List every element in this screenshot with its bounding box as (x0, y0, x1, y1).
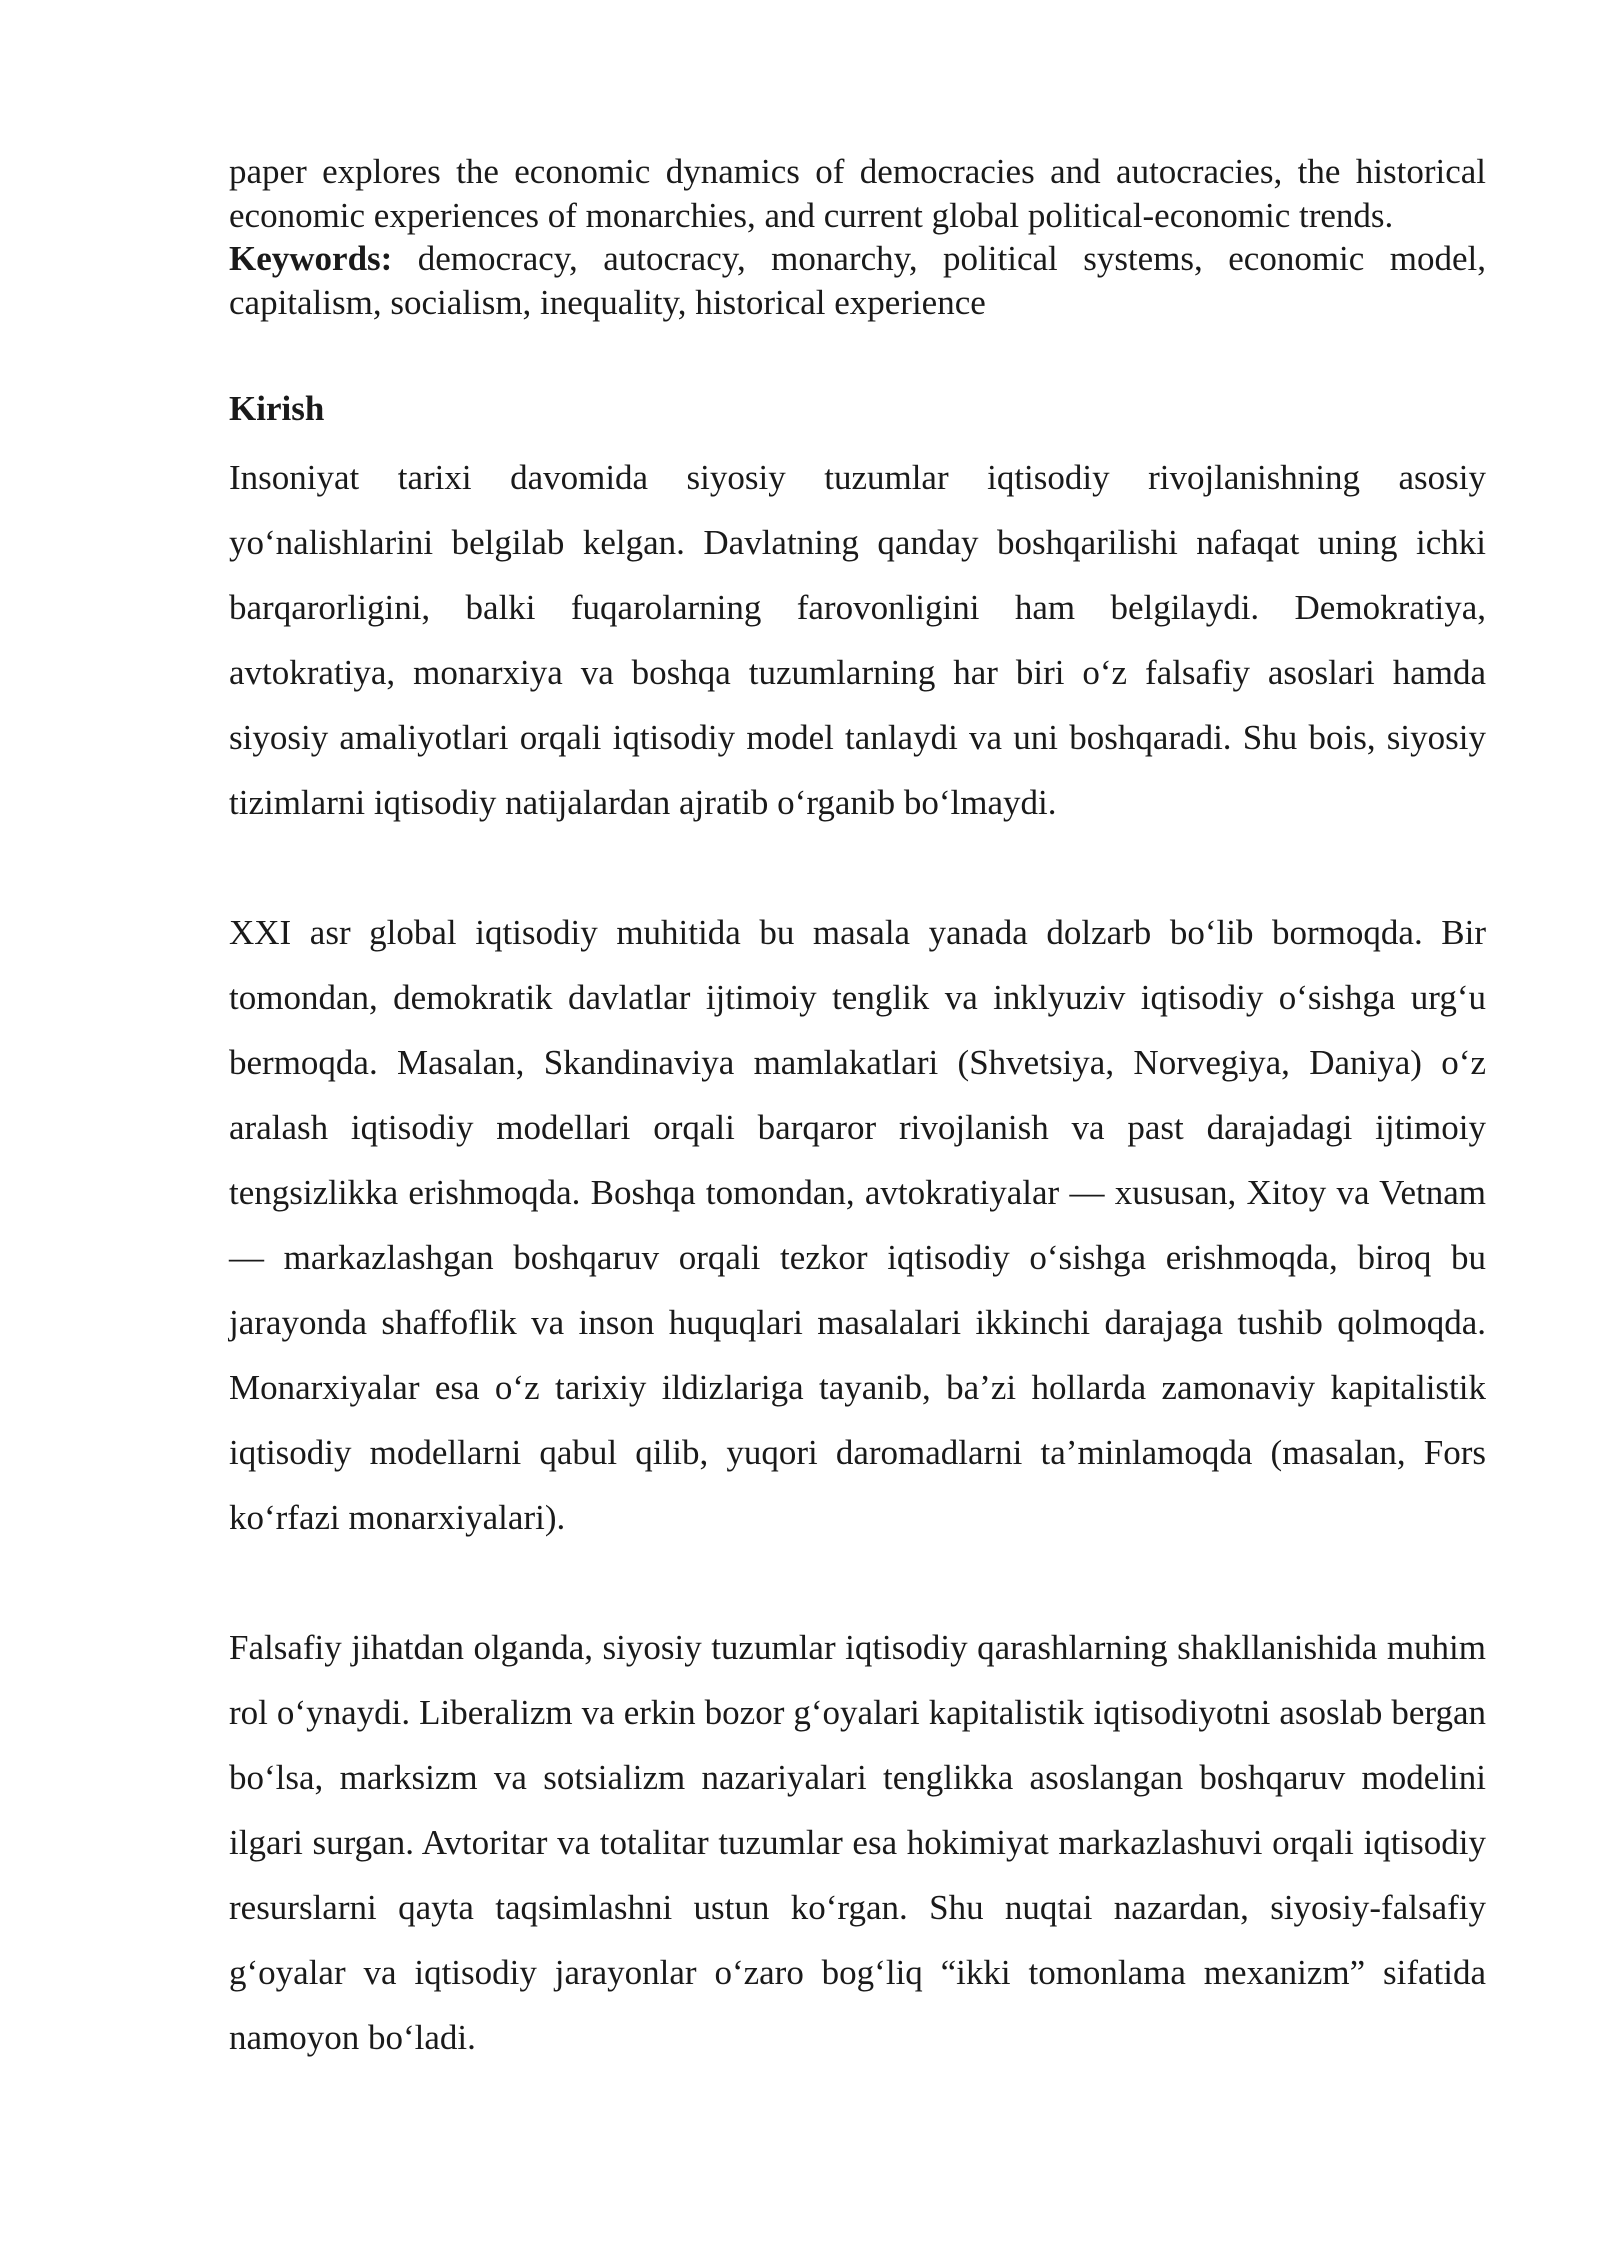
paragraph-1: Insoniyat tarixi davomida siyosiy tuzumlar iqtisodiy rivojlanishning asosiy yo‘nalishlarini belgilab kelgan. Davlatning qanday boshqarilishi nafaqat uning ichki barqarorligini, balki fuqarolarning farovonligini ham belgilaydi. Demokratiya, avtokratiya, monarxiya va boshqa tuzumlarning har biri o‘z falsafiy asoslari hamda siyosiy amaliyotlari orqali iqtisodiy model tanlaydi va uni boshqaradi. Shu bois, siyosiy tizimlarni iqtisodiy natijalardan ajratib o‘rganib bo‘lmaydi. (229, 458, 1486, 822)
keywords-label: Keywords: (229, 239, 393, 278)
document-page (229, 150, 1486, 2070)
paragraph-3: Falsafiy jihatdan olganda, siyosiy tuzumlar iqtisodiy qarashlarning shakllanishida muhim rol o‘ynaydi. Liberalizm va erkin bozor g‘oyalari kapitalistik iqtisodiyotni asoslab bergan bo‘lsa, marksizm va sotsializm nazariyalari tenglikka asoslangan boshqaruv modelini ilgari surgan. Avtoritar va totalitar tuzumlar esa hokimiyat markazlashuvi orqali iqtisodiy resurslarni qayta taqsimlashni ustun ko‘rgan. Shu nuqtai nazardan, siyosiy-falsafiy g‘oyalar va iqtisodiy jarayonlar o‘zaro bog‘liq “ikki tomonlama mexanizm” sifatida namoyon bo‘ladi. (229, 1628, 1486, 2057)
abstract-block (229, 150, 1486, 324)
keywords-text: democracy, autocracy, monarchy, political systems, economic model, capitalism, socialism, inequality, historical experience (229, 239, 1486, 322)
abstract-tail: paper explores the economic dynamics of democracies and autocracies, the historical economic experiences of monarchies, and current global political-economic trends. (229, 152, 1486, 235)
section-heading: Kirish (229, 389, 325, 428)
paragraph-2: XXI asr global iqtisodiy muhitida bu masala yanada dolzarb bo‘lib bormoqda. Bir tomondan, demokratik davlatlar ijtimoiy tenglik va inklyuziv iqtisodiy o‘sishga urg‘u bermoqda. Masalan, Skandinaviya mamlakatlari (Shvetsiya, Norvegiya, Daniya) o‘z aralash iqtisodiy modellari orqali barqaror rivojlanish va past darajadagi ijtimoiy tengsizlikka erishmoqda. Boshqa tomondan, avtokratiyalar — xususan, Xitoy va Vetnam — markazlashgan boshqaruv orqali tezkor iqtisodiy o‘sishga erishmoqda, biroq bu jarayonda shaffoflik va inson huquqlari masalalari ikkinchi darajaga tushib qolmoqda. Monarxiyalar esa o‘z tarixiy ildizlariga tayanib, ba’zi hollarda zamonaviy kapitalistik iqtisodiy modellarni qabul qilib, yuqori daromadlarni ta’minlamoqda (masalan, Fors ko‘rfazi monarxiyalari). (229, 913, 1486, 1537)
